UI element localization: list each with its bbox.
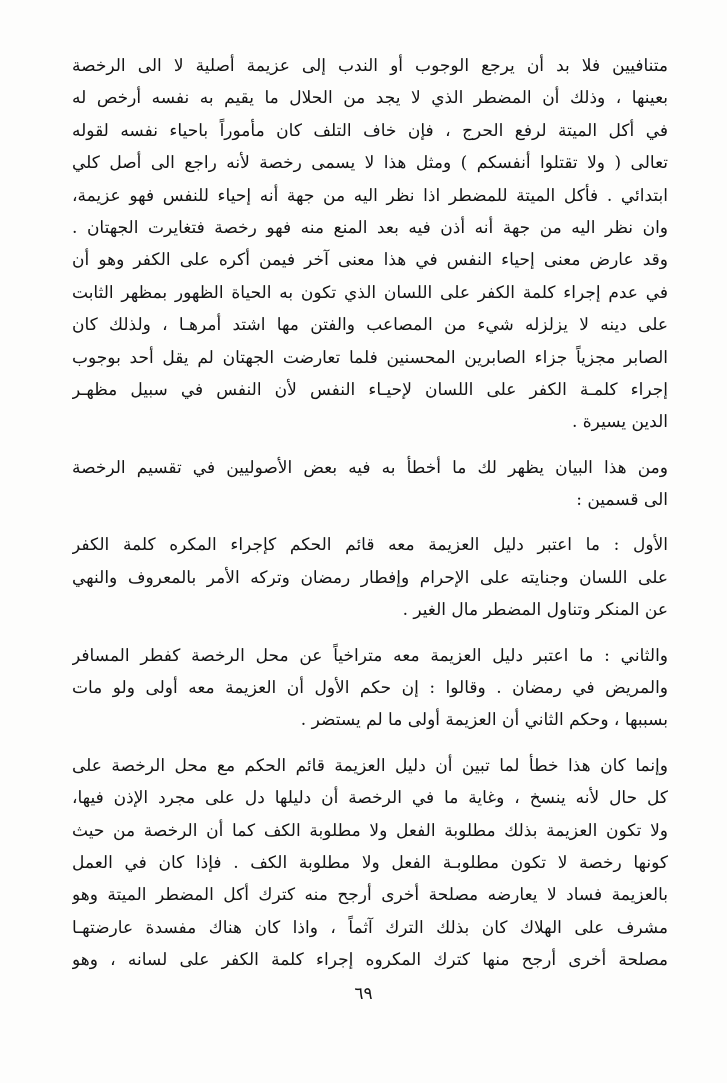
paragraph-2 <box>72 452 668 517</box>
text-line: الى قسمين : <box>576 490 668 511</box>
text-line: والمريض في رمضان . وقالوا : إن حكم الأول أن العزيمة معه أولى ولو مات <box>72 678 668 699</box>
text-line: بعينها ، وذلك أن المضطر الذي لا يجد من الحلال ما يقيم به نفسه أرخص له <box>72 88 668 109</box>
text-line: وقد عارض معنى إحياء النفس في هذا معنى آخر فيمن أكره على الكفر وهو أن <box>72 250 668 271</box>
paragraph-5 <box>72 750 668 977</box>
text-line: بالعزيمة فساد لا يعارضه مصلحة أخرى أرجح منه كترك أكل المضطر الميتة وهو <box>72 885 668 906</box>
paragraph-1 <box>72 50 668 439</box>
text-line: وان نظر اليه من جهة أنه أذن فيه بعد المنع منه فهو رخصة فتغايرت الجهتان . <box>72 217 668 238</box>
text-line: الأول : ما اعتبر دليل العزيمة معه قائم الحكم كإجراء المكره كلمة الكفر <box>72 535 668 556</box>
text-line: الصابر مجزياً جزاء الصابرين المحسنين فلما تعارضت الجهتان لم يقل أحد بوجوب <box>72 347 668 368</box>
text-line: ومن هذا البيان يظهر لك ما أخطأ به فيه بعض الأصوليين في تقسيم الرخصة <box>72 457 668 478</box>
text-line: مشرف على الهلاك كان بذلك الترك آثماً ، واذا كان هناك مفسدة عارضتهـا <box>72 917 668 938</box>
text-line: بسببها ، وحكم الثاني أن العزيمة أولى ما لم يستضر . <box>300 710 668 731</box>
paragraph-3 <box>72 529 668 626</box>
body-text <box>72 50 668 977</box>
text-line: في عدم إجراء كلمة الكفر على اللسان الذي تكون به الحياة الظهور بمظهر الثابت <box>72 282 668 303</box>
text-line: كل حال لأنه ينسخ ، وغاية ما في الرخصة أن دليلها دل على مجرد الإذن فيها، <box>72 788 668 809</box>
text-line: تعالى ( ولا تقتلوا أنفسكم ) ومثل هذا لا يسمى رخصة لأنه راجع الى أصل كلي <box>72 153 668 174</box>
text-line: ابتدائي . فأكل الميتة للمضطر اذا نظر اليه من جهة أنه إحياء للنفس فهو عزيمة، <box>72 185 668 206</box>
text-line: ولا تكون العزيمة بذلك مطلوبة الفعل ولا مطلوبة الكف كما أن الرخصة من حيث <box>72 820 668 841</box>
text-line: متنافيين فلا بد أن يرجع الوجوب أو الندب إلى عزيمة أصلية لا الى الرخصة <box>72 56 668 76</box>
paragraph-4 <box>72 640 668 737</box>
text-line: وإنما كان هذا خطأ لما تبين أن دليل العزيمة قائم الحكم مع محل الرخصة على <box>72 755 668 776</box>
text-line: إجراء كلمـة الكفر على اللسان لإحيـاء النفس لأن النفس في سبيل مظهـر <box>72 379 668 400</box>
text-line: الدين يسيرة . <box>571 412 668 433</box>
text-line: في أكل الميتة لرفع الحرج ، فإن خاف التلف كان مأموراً باحياء نفسه لقوله <box>72 120 668 141</box>
text-line: على اللسان وجنايته على الإحرام وإفطار رمضان وتركه الأمر بالمعروف والنهي <box>72 567 668 588</box>
page-number: ٦٩ <box>354 984 373 1004</box>
text-line: مصلحة أخرى أرجح منها كترك المكروه إجراء كلمة الكفر على لسانه ، وهو <box>72 950 668 971</box>
text-line: كونها رخصة لا تكون مطلوبـة الفعل ولا مطلوبة الكف . فإذا كان في العمل <box>72 852 668 873</box>
text-line: عن المنكر وتناول المضطر مال الغير . <box>402 600 668 621</box>
text-line: والثاني : ما اعتبر دليل العزيمة معه متراخياً عن محل الرخصة كفطر المسافر <box>72 645 668 666</box>
text-line: على دينه لا يزلزله شيء من المصاعب والفتن مها اشتد أمرهـا ، ولذلك كان <box>72 315 668 336</box>
